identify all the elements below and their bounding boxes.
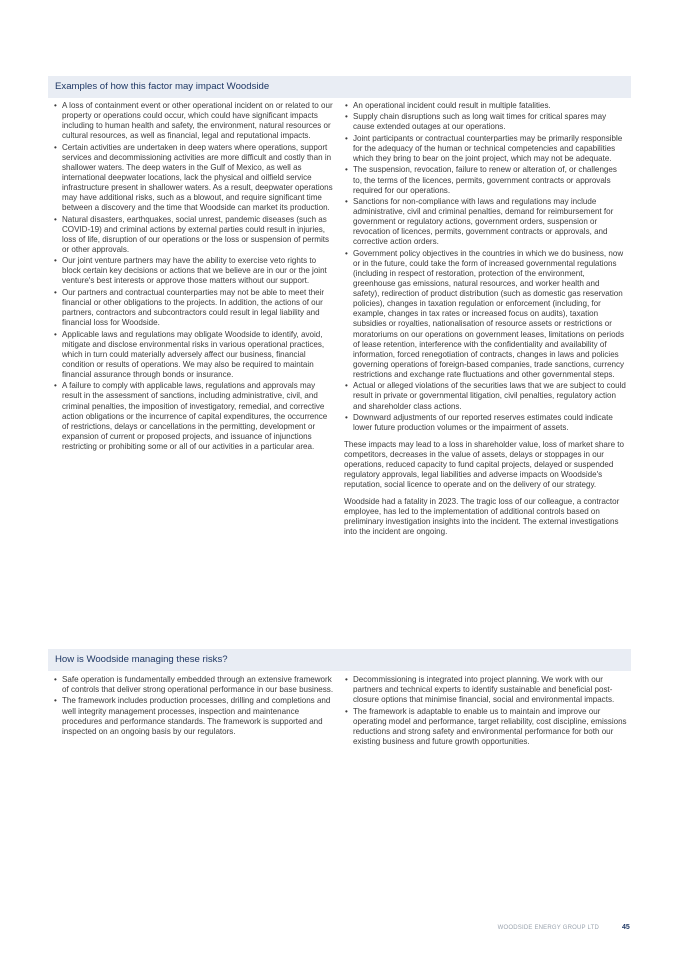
- list-item: • Our joint venture partners may have the ability to exercise veto rights to block certain key decisions or actions that we believe are in our or the joint venture's best interests or approve those matters without our support.: [53, 256, 336, 286]
- list-item: • Sanctions for non-compliance with laws and regulations may include administrative, civil and criminal penalties, demand for reimbursement for government or regulatory actions, government orders, suspension or revocation of licences, permits, government contracts or approvals, and corrective action orders.: [344, 197, 627, 247]
- impact-right-list: [344, 101, 627, 433]
- impact-right-column: [344, 101, 627, 543]
- list-item: • Supply chain disruptions such as long wait times for critical spares may cause extended outages at our operations.: [344, 112, 627, 132]
- list-item: • Applicable laws and regulations may obligate Woodside to identify, avoid, mitigate and disclose environmental risks in various operational practices, which in turn could materially adversely affect our business, financial condition or results of operations. We may also be required to maintain financial assurance through bonds or insurance.: [53, 330, 336, 380]
- list-item: • The framework includes production processes, drilling and completions and well integrity management processes, inspection and maintenance procedures and performance standards. The framework is supported and inspected on an ongoing basis by our regulators.: [53, 696, 336, 736]
- list-item: • Our partners and contractual counterparties may not be able to meet their financial or other obligations to the projects. In addition, the actions of our partners, contractors and subcontractors could result in legal liability and financial loss for Woodside.: [53, 288, 336, 328]
- list-item: • An operational incident could result in multiple fatalities.: [344, 101, 627, 111]
- managing-right-list: [344, 675, 627, 747]
- section-title-impact: Examples of how this factor may impact Woodside: [55, 81, 270, 92]
- impact-summary-paragraph: These impacts may lead to a loss in shareholder value, loss of market share to competitors, decreases in the value of assets, delays or stoppages in our operations, reduced capacity to fund capital projects, delayed or suspended regulatory approvals, legal liabilities and adverse impacts on Woodside's reputation, social licence to operate and on the delivery of our strategy.: [344, 440, 624, 490]
- section-title-managing: How is Woodside managing these risks?: [55, 654, 228, 665]
- list-item: • Actual or alleged violations of the securities laws that we are subject to could result in private or governmental litigation, civil penalties, regulatory action and shareholder class actions.: [344, 381, 627, 411]
- impact-left-list: [53, 101, 336, 452]
- list-item: • Downward adjustments of our reported reserves estimates could indicate lower future production volumes or the impairment of assets.: [344, 413, 627, 433]
- footer-company-name: WOODSIDE ENERGY GROUP LTD: [497, 925, 599, 931]
- list-item: • Decommissioning is integrated into project planning. We work with our partners and technical experts to identify sustainable and beneficial post-closure options that minimise financial, social and environmental impacts.: [344, 675, 627, 705]
- list-item: • A failure to comply with applicable laws, regulations and approvals may result in the assessment of sanctions, including administrative, civil, and criminal penalties, the imposition of investigatory, remedial, and corrective action obligations or the incurrence of capital expenditures, the occurrence of restrictions, delays or cancellations in the permitting, development or expansion of current or proposed projects, and issuance of injunctions restricting or prohibiting some or all of our activities in a particular area.: [53, 381, 336, 452]
- list-item: • The framework is adaptable to enable us to maintain and improve our operating model and performance, target reliability, cost discipline, emissions reductions and strong safety and environmental performance for both our existing business and future growth opportunities.: [344, 707, 627, 747]
- list-item: • Safe operation is fundamentally embedded through an extensive framework of controls that deliver strong operational performance in our base business.: [53, 675, 336, 695]
- managing-left-column: [53, 675, 336, 738]
- impact-left-column: [53, 101, 336, 453]
- fatality-paragraph: Woodside had a fatality in 2023. The tragic loss of our colleague, a contractor employee, has led to the implementation of additional controls based on preliminary investigation insights into the incident. The external investigations into the incident are ongoing.: [344, 496, 620, 536]
- managing-left-list: [53, 675, 336, 737]
- page-number: 45: [622, 924, 630, 931]
- list-item: • A loss of containment event or other operational incident on or related to our property or operations could occur, which could have significant impacts including to human health and safety, the environment, natural resources or cultural resources, as well as financial, legal and reputational impacts.: [53, 101, 336, 141]
- list-item: • Natural disasters, earthquakes, social unrest, pandemic diseases (such as COVID-19) and criminal actions by external parties could result in injuries, loss of life, disruption of our operations or the loss or suspension of permits or other approvals.: [53, 215, 336, 255]
- list-item: • Joint participants or contractual counterparties may be primarily responsible for the adequacy of the human or technical competencies and capabilities which they bring to bear on the joint project, which may not be adequate.: [344, 134, 627, 164]
- section-header-impact: [48, 76, 631, 98]
- list-item: • The suspension, revocation, failure to renew or alteration of, or challenges to, the terms of the licences, permits, government contracts or approvals required for our operations.: [344, 165, 627, 195]
- list-item: • Government policy objectives in the countries in which we do business, now or in the future, could take the form of increased governmental regulations (including in respect of restoration, protection of the environment, greenhouse gas emissions, natural resources, and worker health and safety), redirection of product distribution (such as domestic gas reservation policies), changes in taxation regulation or enforcement (including, for example, changes in tax rates or increased focus on audits), taxation subsidies or royalties, nationalisation of resource assets or restrictions or moratoriums on our operations on government leases, limitations on periods of lease retention, interference with the confidentiality and availability of information, forced renegotiation of contracts, changes in laws and policies governing operations of foreign-based companies, trade sanctions, currency restrictions and exchange rate fluctuations and other governmental steps.: [344, 249, 627, 380]
- managing-right-column: [344, 675, 627, 748]
- section-header-managing: [48, 649, 631, 671]
- list-item: • Certain activities are undertaken in deep waters where operations, support services and decommissioning activities are more difficult and costly than in shallower waters. The deep waters in the Gulf of Mexico, as well as international deepwater locations, lack the physical and oilfield service infrastructure present in shallower waters. As a result, deepwater operations may have additional risks, such as a blowout, and require significant time between a discovery and the time that Woodside can market its production.: [53, 143, 336, 214]
